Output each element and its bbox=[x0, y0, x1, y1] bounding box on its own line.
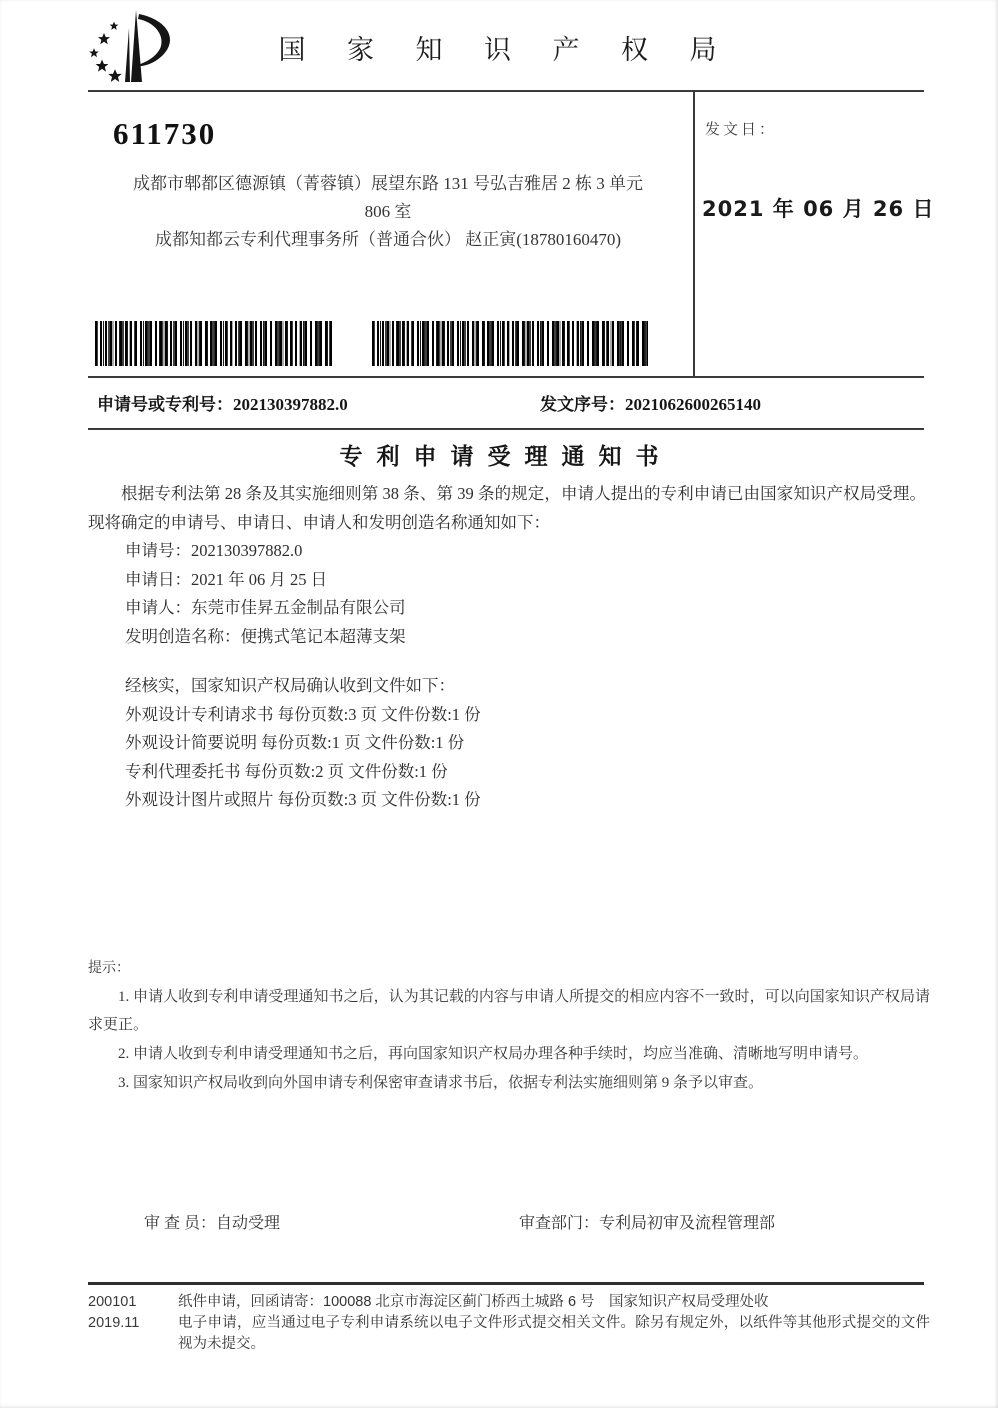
field-invention-title: 发明创造名称：便携式笔记本超薄支架 bbox=[125, 626, 406, 646]
application-fields bbox=[125, 537, 926, 651]
field-application-number: 申请号：202130397882.0 bbox=[125, 541, 303, 560]
tips-section bbox=[88, 957, 930, 1098]
header-divider bbox=[88, 90, 924, 92]
intro-paragraph: 根据专利法第 28 条及其实施细则第 38 条、第 39 条的规定，申请人提出的专利申请已由国家知识产权局受理。现将确定的申请号、申请日、申请人和发明创造名称通知如下： bbox=[88, 484, 926, 532]
field-application-date: 申请日：2021 年 06 月 25 日 bbox=[125, 569, 328, 589]
notice-body bbox=[88, 480, 926, 815]
tips-label: 提示： bbox=[88, 961, 130, 976]
examiner-line bbox=[144, 1210, 280, 1233]
recipient-address-block bbox=[88, 170, 688, 254]
doc-code: 611730 bbox=[113, 116, 217, 151]
numbers-row-bottom-divider bbox=[88, 428, 924, 430]
footer-form-code: 200101 bbox=[88, 1294, 137, 1310]
issue-date-box-divider bbox=[693, 90, 695, 378]
recipient-agency-line: 成都知都云专利代理事务所（普通合伙） 赵正寅(18780160470) bbox=[154, 230, 622, 249]
footer-form-date: 2019.11 bbox=[88, 1315, 140, 1331]
issue-date-value: 2021 年 06 月 26 日 bbox=[702, 197, 935, 221]
received-intro: 经核实，国家知识产权局确认收到文件如下： bbox=[125, 676, 455, 695]
department-line bbox=[519, 1210, 775, 1233]
received-doc-item: 外观设计图片或照片 每份页数:3 页 文件份数:1 份 bbox=[125, 790, 481, 809]
received-doc-item: 外观设计专利请求书 每份页数:3 页 文件份数:1 份 bbox=[125, 704, 481, 724]
recipient-address-line1: 成都市郫都区德源镇（菁蓉镇）展望东路 131 号弘吉雅居 2 栋 3 单元 bbox=[133, 174, 643, 193]
footer-paper-instruction: 纸件申请，回函请寄：100088 北京市海淀区蓟门桥西土城路 6 号 国家知识产权局受理处收 bbox=[178, 1294, 769, 1310]
tips-item-3: 3. 国家知识产权局收到向外国申请专利保密审查请求书后，依据专利法实施细则第 9 条予以审查。 bbox=[118, 1075, 764, 1091]
notice-box-bottom-divider bbox=[88, 376, 924, 378]
tips-item-2: 2. 申请人收到专利申请受理通知书之后，再向国家知识产权局办理各种手续时，均应当准确、清晰地写明申请号。 bbox=[118, 1046, 869, 1062]
numbers-row bbox=[97, 390, 924, 415]
serial-number-label: 发文序号： bbox=[540, 395, 625, 414]
examiner-value: 自动受理 bbox=[216, 1215, 281, 1232]
footer-row-electronic bbox=[88, 1313, 930, 1355]
recipient-address-line2: 806 室 bbox=[364, 202, 412, 221]
received-doc-item: 专利代理委托书 每份页数:2 页 文件份数:1 份 bbox=[125, 761, 448, 781]
barcode-right-image bbox=[372, 321, 648, 366]
notice-title: 专利申请受理通知书 bbox=[339, 444, 673, 469]
barcode-left-image bbox=[95, 321, 332, 366]
department-label: 审查部门： bbox=[519, 1215, 600, 1232]
field-applicant: 申请人：东莞市佳昇五金制品有限公司 bbox=[125, 598, 406, 617]
received-doc-item: 外观设计简要说明 每份页数:1 页 文件份数:1 份 bbox=[125, 733, 465, 752]
footer-electronic-instruction: 电子申请，应当通过电子专利申请系统以电子文件形式提交相关文件。除另有规定外，以纸件等其他形式提交的文件视为未提交。 bbox=[178, 1315, 930, 1352]
footer-row-paper bbox=[88, 1292, 930, 1313]
tips-item-1: 1. 申请人收到专利申请受理通知书之后，认为其记载的内容与申请人所提交的相应内容不一致时，可以向国家知识产权局请求更正。 bbox=[88, 989, 930, 1033]
application-number-label: 申请号或专利号： bbox=[97, 395, 233, 414]
footer bbox=[88, 1292, 930, 1355]
org-title: 国 家 知 识 产 权 局 bbox=[278, 35, 734, 65]
examiner-label: 审 查 员： bbox=[144, 1215, 217, 1232]
footer-divider bbox=[88, 1282, 924, 1285]
issue-date-label: 发文日： bbox=[705, 122, 778, 138]
department-value: 专利局初审及流程管理部 bbox=[599, 1215, 776, 1232]
received-documents bbox=[125, 672, 926, 815]
application-number-value: 202130397882.0 bbox=[233, 395, 348, 414]
serial-number-value: 2021062600265140 bbox=[625, 395, 761, 414]
